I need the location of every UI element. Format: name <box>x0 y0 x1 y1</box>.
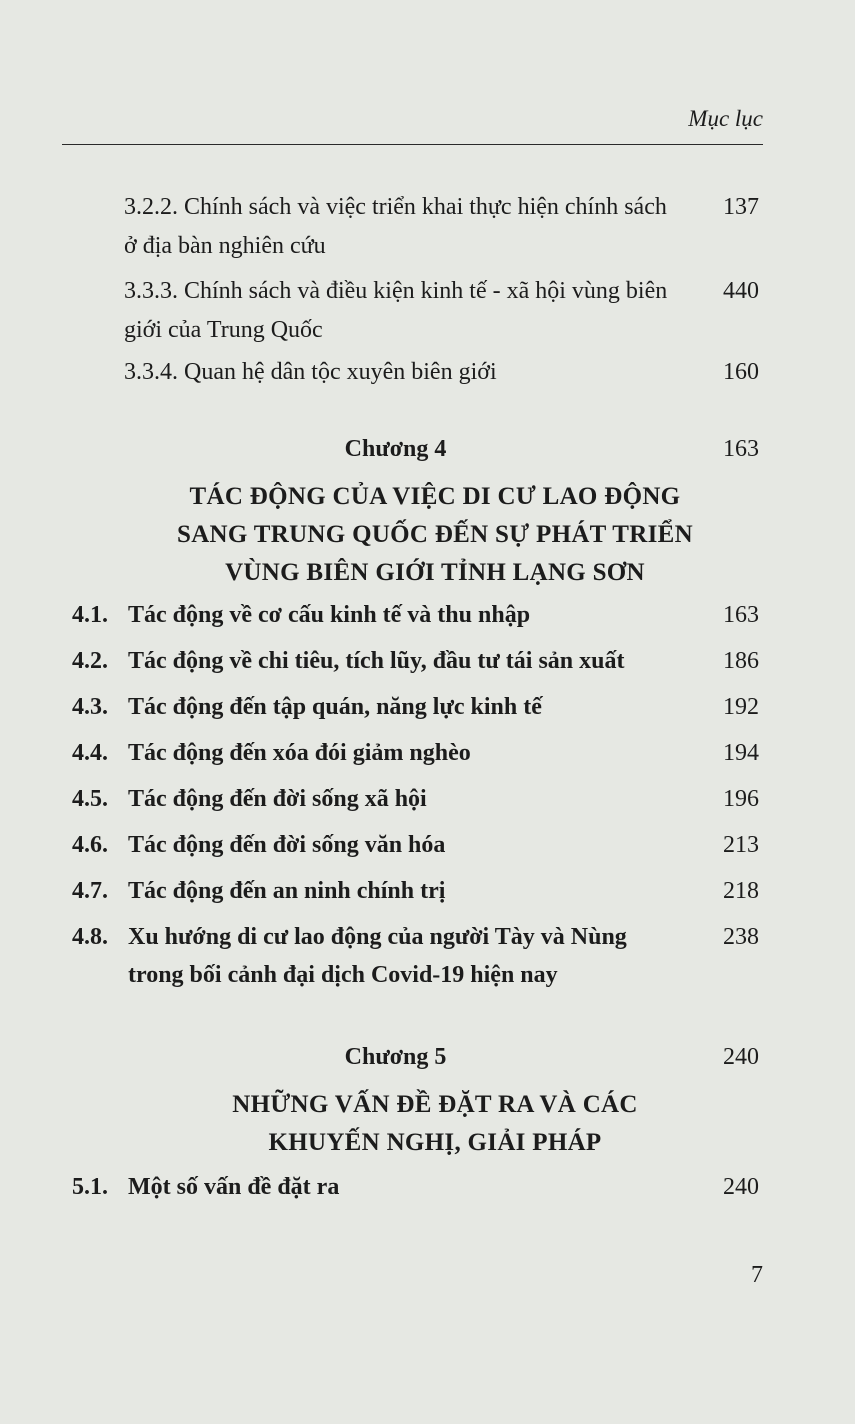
toc-entry-page: 440 <box>723 278 759 304</box>
section-title-line2: trong bối cảnh đại dịch Covid-19 hiện nay <box>128 962 558 988</box>
section-page: 196 <box>723 786 759 812</box>
chapter-title-line: TÁC ĐỘNG CỦA VIỆC DI CƯ LAO ĐỘNG <box>189 483 681 510</box>
section-number: 4.4. <box>72 740 108 766</box>
section-title: Một số vấn đề đặt ra <box>128 1174 340 1200</box>
section-number: 4.2. <box>72 648 108 674</box>
toc-entry-title-line2: ở địa bàn nghiên cứu <box>124 233 326 259</box>
chapter-page: 240 <box>723 1044 759 1070</box>
section-title: Tác động đến đời sống xã hội <box>128 786 427 812</box>
section-number: 4.1. <box>72 602 108 628</box>
chapter-title-line: SANG TRUNG QUỐC ĐẾN SỰ PHÁT TRIỂN <box>176 521 693 548</box>
section-number: 4.7. <box>72 878 108 904</box>
section-page: 192 <box>723 694 759 720</box>
chapter-title-line: VÙNG BIÊN GIỚI TỈNH LẠNG SƠN <box>225 559 645 586</box>
section-title: Tác động về chi tiêu, tích lũy, đầu tư tái sản xuất <box>128 648 625 674</box>
toc-section <box>0 918 855 998</box>
section-title: Tác động đến tập quán, năng lực kinh tế <box>128 694 542 720</box>
header-rule <box>62 144 763 145</box>
chapter-label: Chương 5 <box>344 1044 447 1070</box>
chapter-label: Chương 4 <box>344 436 447 462</box>
chapter-page: 163 <box>723 436 759 462</box>
page-number: 7 <box>751 1262 763 1288</box>
toc-entry-page: 137 <box>723 194 759 220</box>
section-title: Tác động đến xóa đói giảm nghèo <box>128 740 471 766</box>
toc-entry-title-line1: 3.2.2. Chính sách và việc triển khai thực hiện chính sách <box>124 194 667 220</box>
toc-entry-title: 3.3.4. Quan hệ dân tộc xuyên biên giới <box>124 359 497 385</box>
section-page: 238 <box>723 924 759 950</box>
section-number: 4.6. <box>72 832 108 858</box>
section-page: 186 <box>723 648 759 674</box>
section-page: 194 <box>723 740 759 766</box>
section-title: Xu hướng di cư lao động của người Tày và Nùng <box>128 924 627 950</box>
section-title: Tác động đến an ninh chính trị <box>128 878 446 904</box>
chapter-4-title <box>90 478 780 592</box>
chapter-title-line: KHUYẾN NGHỊ, GIẢI PHÁP <box>268 1129 602 1156</box>
chapter-title-line: NHỮNG VẤN ĐỀ ĐẶT RA VÀ CÁC <box>232 1091 638 1118</box>
section-page: 163 <box>723 602 759 628</box>
toc-entry-title-line1: 3.3.3. Chính sách và điều kiện kinh tế - xã hội vùng biên <box>124 278 668 304</box>
section-page: 213 <box>723 832 759 858</box>
toc-entry-title-line2: giới của Trung Quốc <box>124 317 323 343</box>
toc-entry-page: 160 <box>723 359 759 385</box>
section-title: Tác động đến đời sống văn hóa <box>128 832 446 858</box>
running-header: Mục lục <box>688 106 763 131</box>
section-page: 218 <box>723 878 759 904</box>
section-title: Tác động về cơ cấu kinh tế và thu nhập <box>128 602 531 628</box>
section-number: 4.8. <box>72 924 108 950</box>
section-number: 5.1. <box>72 1174 108 1200</box>
chapter-5-title <box>90 1086 780 1162</box>
section-page: 240 <box>723 1174 759 1200</box>
section-number: 4.5. <box>72 786 108 812</box>
section-number: 4.3. <box>72 694 108 720</box>
